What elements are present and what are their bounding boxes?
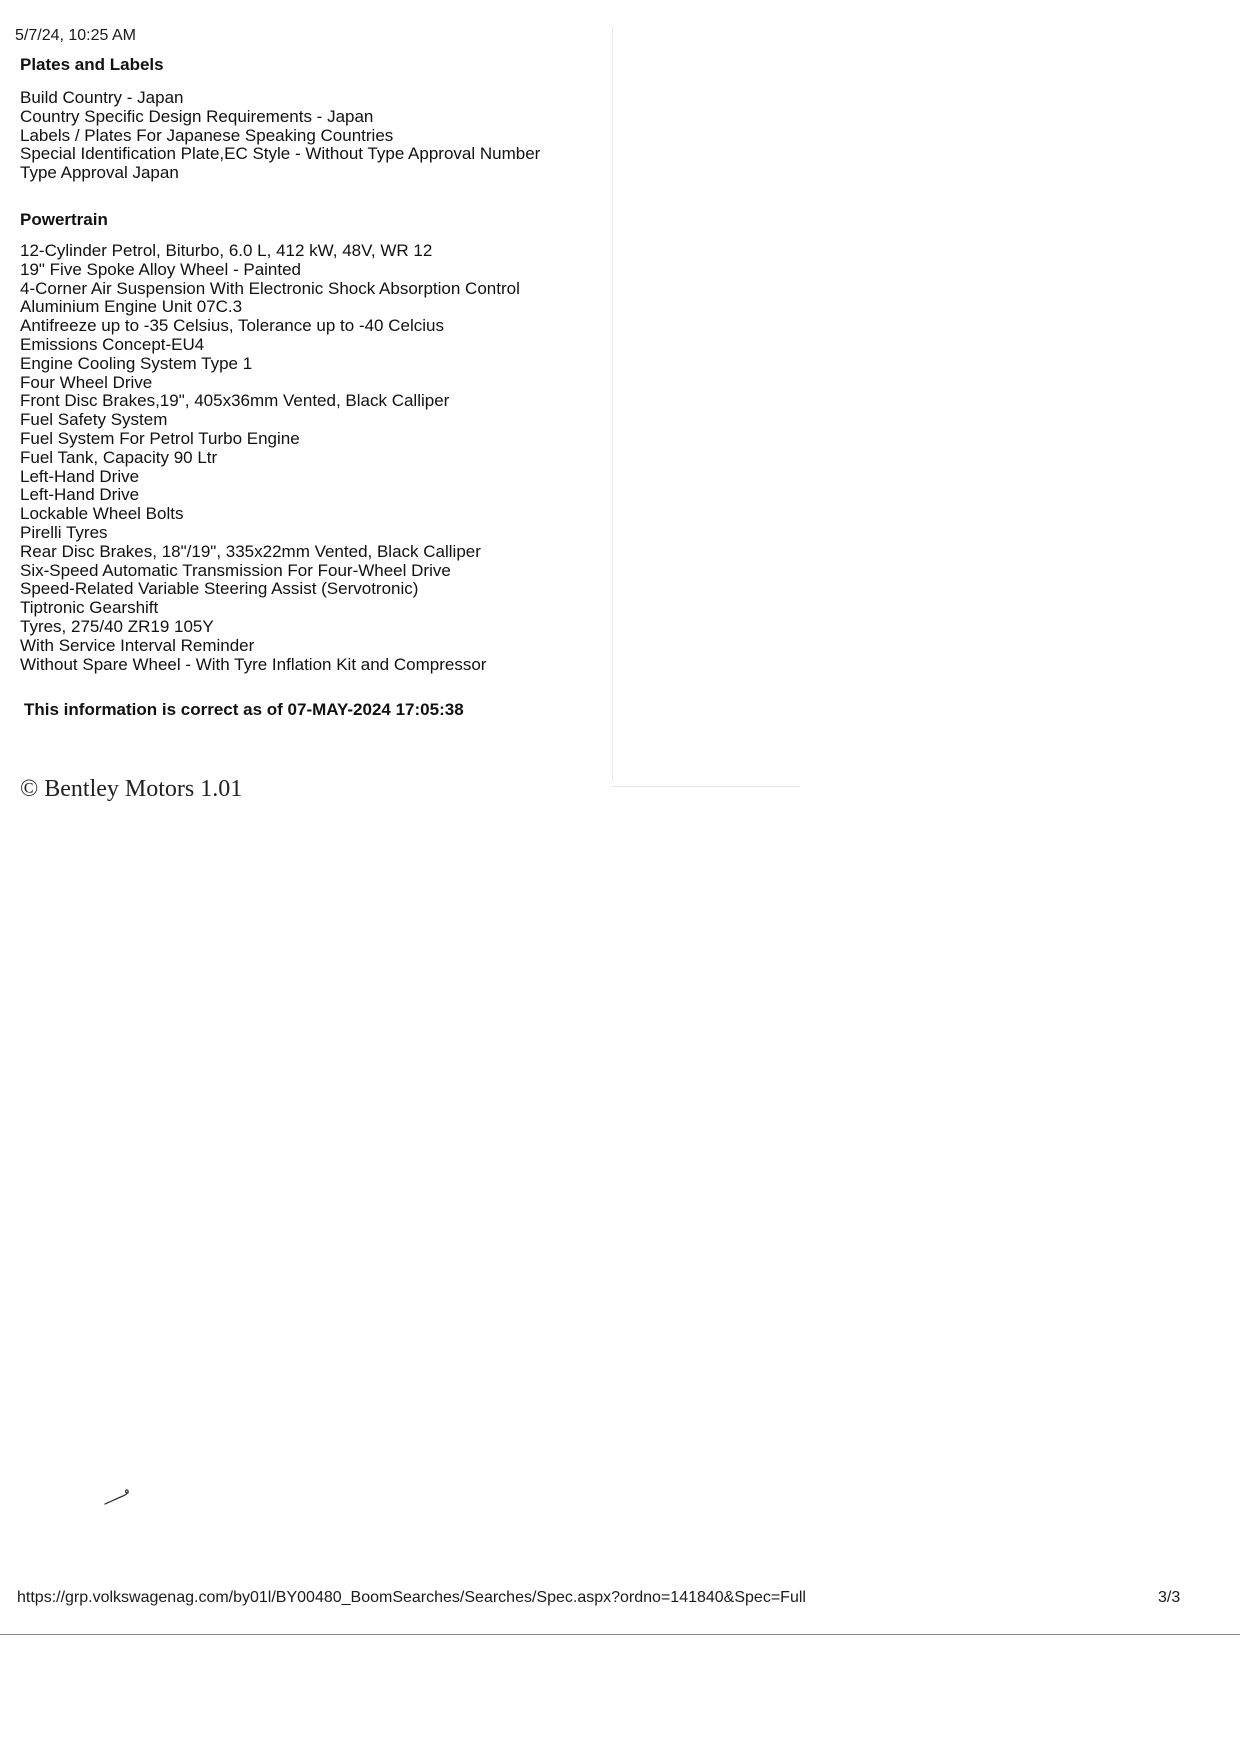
powertrain-heading: Powertrain bbox=[20, 210, 108, 229]
bottom-divider bbox=[0, 1634, 1240, 1635]
footer-url: https://grp.volkswagenag.com/by01l/BY00480_BoomSearches/Searches/Spec.aspx?ordno=141840&Spec=Full bbox=[17, 1589, 806, 1606]
spec-item: Tyres, 275/40 ZR19 105Y bbox=[20, 616, 214, 636]
scan-artifact-vertical-line bbox=[612, 28, 613, 780]
spec-item: Without Spare Wheel - With Tyre Inflation Kit and Compressor bbox=[20, 654, 487, 674]
pen-stroke-mark bbox=[104, 1488, 134, 1506]
spec-item: Speed-Related Variable Steering Assist (Servotronic) bbox=[20, 579, 419, 599]
spec-item: 4-Corner Air Suspension With Electronic Shock Absorption Control bbox=[20, 278, 520, 298]
spec-item: Fuel Safety System bbox=[20, 410, 168, 430]
info-correct-as-of: This information is correct as of 07-MAY-2024 17:05:38 bbox=[24, 700, 464, 719]
spec-item: With Service Interval Reminder bbox=[20, 635, 255, 655]
scan-artifact-horizontal-line bbox=[612, 786, 800, 787]
plates-labels-list bbox=[20, 89, 540, 183]
plates-labels-heading: Plates and Labels bbox=[20, 55, 164, 74]
spec-item: Left-Hand Drive bbox=[20, 466, 140, 486]
print-timestamp: 5/7/24, 10:25 AM bbox=[15, 27, 136, 44]
spec-item: Special Identification Plate,EC Style - Without Type Approval Number bbox=[20, 144, 541, 164]
powertrain-list bbox=[20, 242, 520, 674]
spec-item: Antifreeze up to -35 Celsius, Tolerance up to -40 Celcius bbox=[20, 316, 444, 336]
spec-item: Aluminium Engine Unit 07C.3 bbox=[20, 297, 243, 317]
spec-item: Left-Hand Drive bbox=[20, 485, 140, 505]
spec-item: Four Wheel Drive bbox=[20, 372, 153, 392]
spec-item: Type Approval Japan bbox=[20, 163, 179, 183]
spec-item: Six-Speed Automatic Transmission For Four-Wheel Drive bbox=[20, 560, 451, 580]
page-number: 3/3 bbox=[1158, 1589, 1181, 1606]
spec-item: Engine Cooling System Type 1 bbox=[20, 353, 253, 373]
spec-item: Pirelli Tyres bbox=[20, 522, 108, 542]
spec-item: 19" Five Spoke Alloy Wheel - Painted bbox=[20, 259, 302, 279]
spec-item: Tiptronic Gearshift bbox=[20, 598, 159, 618]
spec-item: Country Specific Design Requirements - Japan bbox=[20, 106, 374, 126]
spec-item: Build Country - Japan bbox=[20, 88, 184, 107]
spec-item: Emissions Concept-EU4 bbox=[20, 334, 205, 354]
copyright-notice: © Bentley Motors 1.01 bbox=[20, 776, 243, 802]
spec-item: Fuel Tank, Capacity 90 Ltr bbox=[20, 447, 218, 467]
spec-item: Front Disc Brakes,19", 405x36mm Vented, Black Calliper bbox=[20, 391, 450, 411]
spec-item: Labels / Plates For Japanese Speaking Countries bbox=[20, 125, 394, 145]
spec-item: Fuel System For Petrol Turbo Engine bbox=[20, 428, 300, 448]
spec-item: Rear Disc Brakes, 18"/19", 335x22mm Vented, Black Calliper bbox=[20, 541, 481, 561]
spec-item: Lockable Wheel Bolts bbox=[20, 504, 184, 524]
spec-item: 12-Cylinder Petrol, Biturbo, 6.0 L, 412 kW, 48V, WR 12 bbox=[20, 241, 433, 260]
